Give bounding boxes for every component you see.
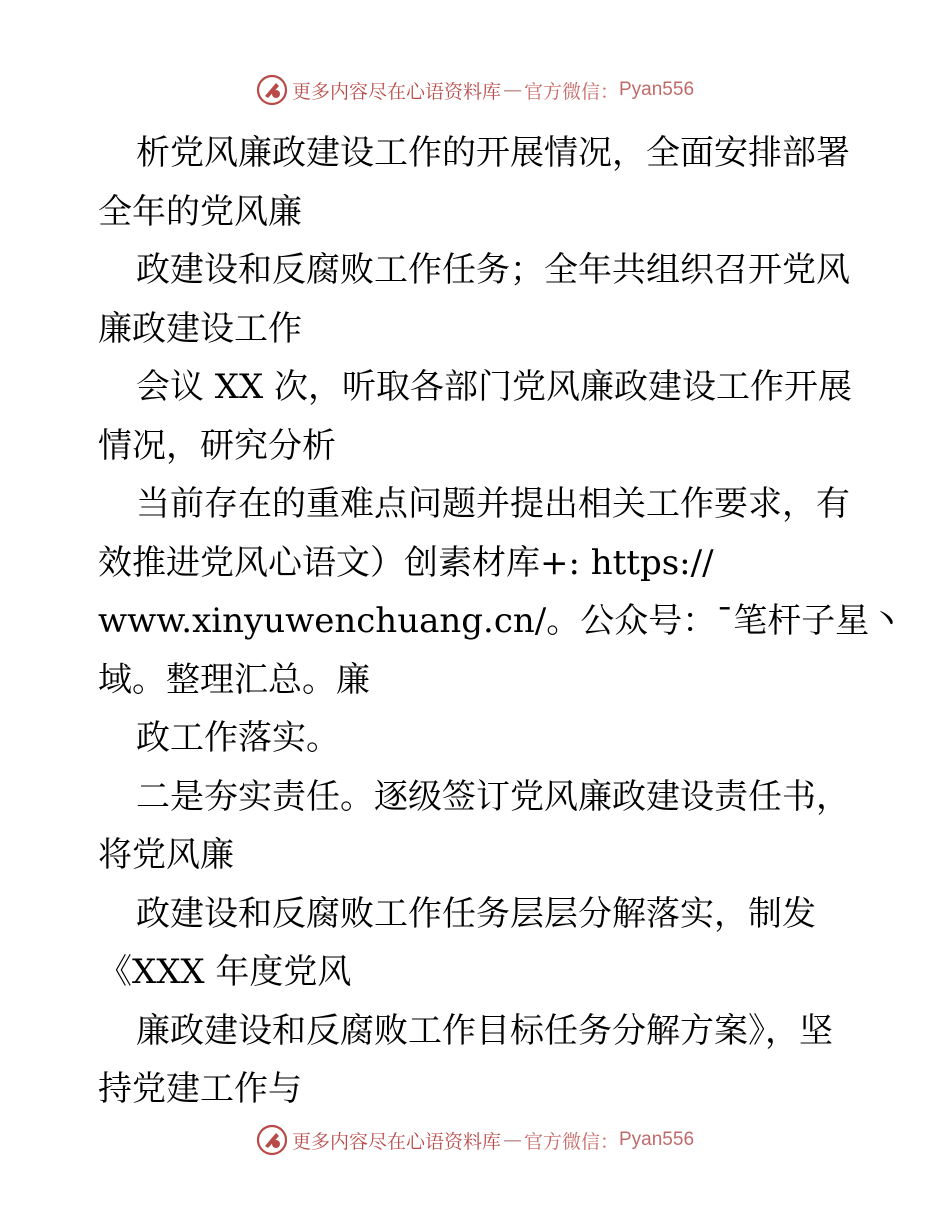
body-line: 效推进党风心语文）创素材库+: https:// <box>98 542 714 583</box>
body-line: 全年的党风廉 <box>98 191 302 232</box>
wechat-id: Pyan556 <box>619 1129 695 1150</box>
body-line: 政建设和反腐败工作任务层层分解落实，制发 <box>136 893 816 934</box>
footer-banner <box>0 1120 950 1160</box>
body-line: 政工作落实。 <box>136 718 340 758</box>
banner-separator: — <box>502 1129 522 1151</box>
body-line: 当前存在的重难点问题并提出相关工作要求，有 <box>136 484 850 524</box>
body-line: 持党建工作与 <box>98 1069 302 1109</box>
body-line: 析党风廉政建设工作的开展情况，全面安排部署 <box>136 133 850 173</box>
wechat-id: Pyan556 <box>619 79 695 100</box>
body-line: 域。整理汇总。廉 <box>98 659 370 700</box>
wechat-label: 官方微信： <box>523 80 619 103</box>
body-line: www.xinyuwenchuang.cn/。公众号：¯笔杆子星丶 <box>98 601 904 641</box>
body-line: 会议 XX 次，听取各部门党风廉政建设工作开展 <box>136 367 853 407</box>
body-line: 将党风廉 <box>98 835 234 875</box>
body-line: 廉政建设工作 <box>98 308 302 349</box>
banner-text: 更多内容尽在心语资料库 <box>291 80 501 103</box>
header-banner <box>0 70 950 110</box>
banner-text: 更多内容尽在心语资料库 <box>291 1130 501 1153</box>
body-line: 政建设和反腐败工作任务；全年共组织召开党风 <box>136 250 850 290</box>
logo-icon <box>256 74 288 106</box>
body-line: 二是夯实责任。逐级签订党风廉政建设责任书， <box>136 776 850 817</box>
document-body <box>98 124 904 1119</box>
body-line: 廉政建设和反腐败工作目标任务分解方案》，坚 <box>136 1010 833 1051</box>
body-line: 《XXX 年度党风 <box>98 952 352 992</box>
wechat-label: 官方微信： <box>523 1130 619 1153</box>
body-line: 情况，研究分析 <box>98 425 336 466</box>
banner-separator: — <box>502 79 522 101</box>
logo-icon <box>256 1124 288 1156</box>
